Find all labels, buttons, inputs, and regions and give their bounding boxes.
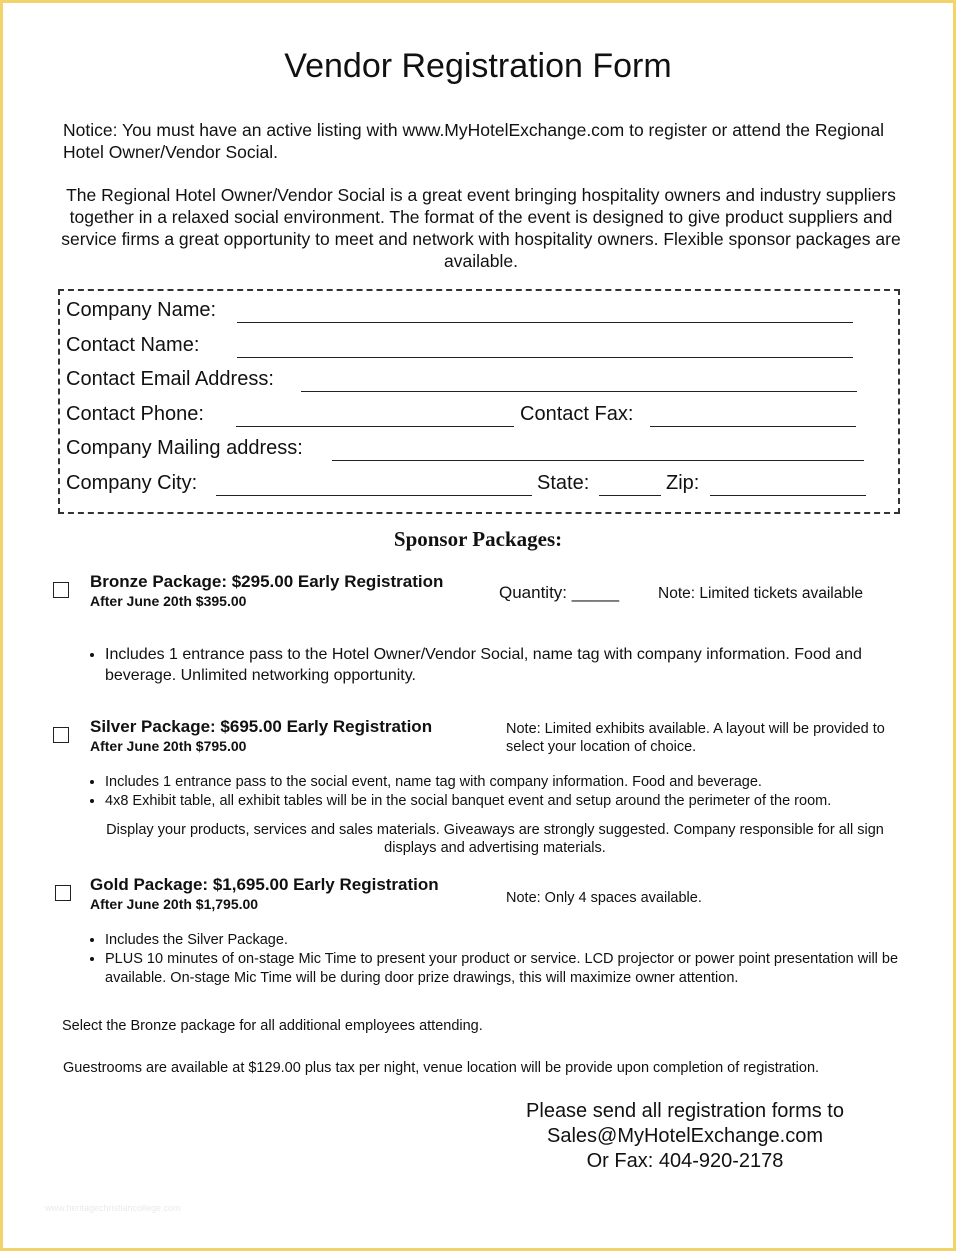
contact-phone-field[interactable] [236, 426, 514, 427]
gold-checkbox[interactable] [55, 885, 71, 901]
gold-after-price: After June 20th $1,795.00 [90, 896, 259, 912]
bronze-checkbox[interactable] [53, 582, 69, 598]
bronze-additional-text: Select the Bronze package for all additional employees attending. [62, 1018, 483, 1034]
bronze-note: Note: Limited tickets available [658, 585, 864, 602]
send-instructions [473, 1099, 897, 1174]
silver-checkbox[interactable] [53, 727, 69, 743]
gold-note: Note: Only 4 spaces available. [506, 890, 702, 906]
silver-extra-text: Display your products, services and sales materials. Giveaways are strongly suggested. Company responsible for all sign displays and advertising materials. [106, 822, 884, 856]
notice-text: Notice: You must have an active listing with www.MyHotelExchange.com to register or attend the Regional Hotel Owner/Vendor Social. [63, 120, 884, 162]
contact-email-label: Contact Email Address: [66, 368, 274, 390]
contact-fax-field[interactable] [650, 426, 856, 427]
send-line-1: Please send all registration forms to [526, 1100, 844, 1122]
contact-phone-label: Contact Phone: [66, 403, 204, 425]
contact-fax-label: Contact Fax: [520, 403, 634, 425]
intro-paragraph: The Regional Hotel Owner/Vendor Social is a great event bringing hospitality owners and industry suppliers together in a relaxed social environment. The format of the event is designed to give product suppliers and service firms a great opportunity to meet and network with hospitality owners. Flexible sponsor packages are available. [61, 185, 901, 271]
state-label: State: [537, 472, 590, 494]
gold-bullet-list [63, 931, 956, 988]
silver-after-price: After June 20th $795.00 [90, 738, 247, 754]
list-item: • 4x8 Exhibit table, all exhibit tables will be in the social banquet event and setup around the perimeter of the room. [105, 792, 945, 811]
state-field[interactable] [599, 495, 661, 496]
gold-package-title: Gold Package: $1,695.00 Early Registration [90, 875, 439, 894]
send-email[interactable]: Sales@MyHotelExchange.com [547, 1125, 823, 1147]
watermark: www.heritagechristiancollege.com [45, 1203, 181, 1213]
silver-note: Note: Limited exhibits available. A layout will be provided to select your location of choice. [506, 721, 885, 755]
zip-field[interactable] [710, 495, 866, 496]
list-item: • Includes 1 entrance pass to the Hotel Owner/Vendor Social, name tag with company information. Food and beverage. Unlimited networking opportunity. [105, 644, 935, 686]
contact-email-field[interactable] [301, 391, 857, 392]
bronze-package-title: Bronze Package: $295.00 Early Registration [90, 572, 444, 591]
guestrooms-text: Guestrooms are available at $129.00 plus tax per night, venue location will be provide upon completion of registration. [63, 1060, 820, 1076]
silver-package-title: Silver Package: $695.00 Early Registration [90, 717, 433, 736]
list-item: • Includes 1 entrance pass to the social event, name tag with company information. Food and beverage. [105, 773, 945, 792]
company-city-field[interactable] [216, 495, 532, 496]
mailing-address-label: Company Mailing address: [66, 437, 303, 459]
bronze-after-price: After June 20th $395.00 [90, 593, 247, 609]
silver-bullet-list [63, 773, 945, 811]
company-name-label: Company Name: [66, 299, 217, 321]
company-name-field[interactable] [237, 322, 853, 323]
contact-name-field[interactable] [237, 357, 853, 358]
send-fax: Or Fax: 404-920-2178 [586, 1150, 784, 1172]
contact-info-box [58, 289, 900, 514]
contact-name-label: Contact Name: [66, 334, 200, 356]
list-item: • PLUS 10 minutes of on-stage Mic Time to present your product or service. LCD projector or power point presentation will be available. On-stage Mic Time will be during door prize drawings, this will maximize owner attention. [105, 950, 956, 988]
zip-label: Zip: [666, 472, 700, 494]
bronze-quantity-field[interactable]: Quantity: _____ [499, 583, 620, 602]
list-item: • Includes the Silver Package. [105, 931, 956, 950]
bronze-bullet-list [63, 644, 935, 686]
mailing-address-field[interactable] [332, 460, 864, 461]
company-city-label: Company City: [66, 472, 198, 494]
sponsor-packages-heading: Sponsor Packages: [393, 527, 563, 551]
page-title: Vendor Registration Form [284, 47, 672, 85]
